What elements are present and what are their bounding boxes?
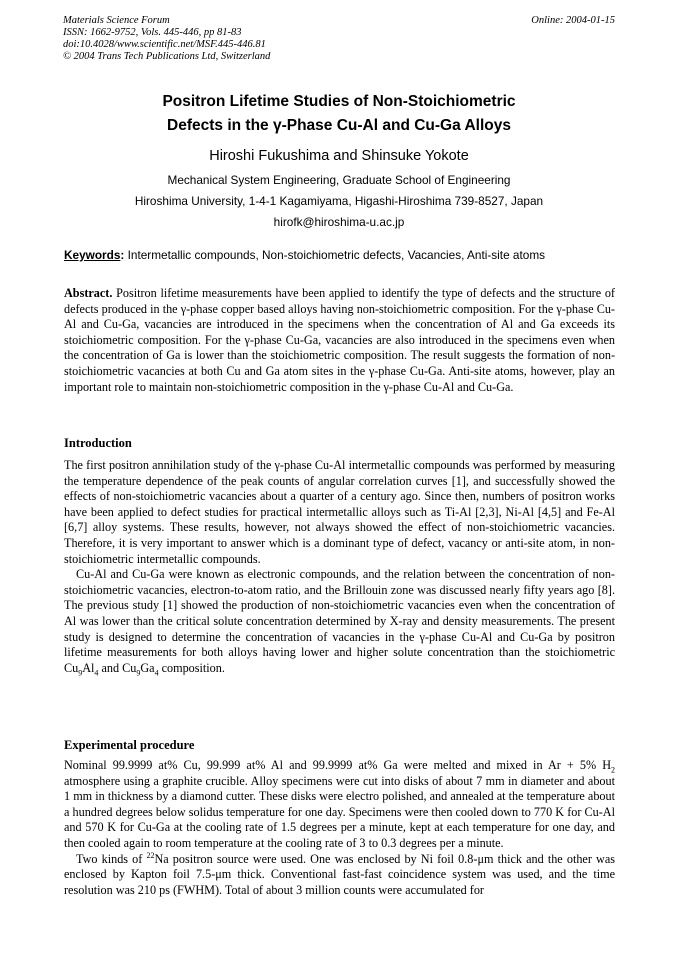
abstract-text: Positron lifetime measurements have been applied to identify the type of defects and the structure of defects produced in the γ-phase copper based alloys having non-stoichiometric composition. For the γ-phase Cu-Al and Cu-Ga, vacancies are introduced in the specimens when the concentration of Al and Ga exceeds its stoichiometric composition. For the γ-phase Cu-Ga, vacancies are also introduced in the specimens even when the concentration of Ga is lower than the stoichiometric composition. The result suggests the formation of non-stoichiometric vacancies at both Cu and Ga atom sites in the γ-phase Cu-Ga. Anti-site atoms, however, play an important role to maintain non-stoichiometric composition in the γ-phase Cu-Al and Cu-Ga. [64, 286, 615, 394]
abstract [64, 286, 615, 395]
affiliation [0, 170, 678, 233]
experimental-paragraph-1: Nominal 99.9999 at% Cu, 99.999 at% Al and 99.9999 at% Ga were melted and mixed in Ar + 5% $H_2$ atmosphere using a graphite crucible. Alloy specimens were cut into disks of about 7 mm in diameter and about 1 mm in thickness by a diamond cutter. These disks were electro polished, and annealed at the temperature about a hundred degrees below solidus temperature for one day. Specimens were then cooled down to 770 K for Cu-Al and 570 K for Cu-Ga at the cooling rate of 1.5 degrees per a minute, kept at each temperature for one day, and then cooled again to room temperature at the cooling rate of 3 to 0.3 degrees per a minute. [64, 758, 615, 850]
copyright: © 2004 Trans Tech Publications Ltd, Switzerland [63, 51, 271, 62]
doi[interactable]: doi:10.4028/www.scientific.net/MSF.445-446.81 [63, 39, 266, 50]
experimental-heading: Experimental procedure [64, 738, 195, 752]
keywords: Keywords: Intermetallic compounds, Non-stoichiometric defects, Vacancies, Anti-site atoms [64, 248, 546, 262]
affiliation-line-2: Hiroshima University, 1-4-1 Kagamiyama, Higashi-Hiroshima 739-8527, Japan [134, 194, 544, 208]
affiliation-line-1: Mechanical System Engineering, Graduate School of Engineering [167, 173, 511, 187]
introduction-paragraph-2: Cu-Al and Cu-Ga were known as electronic compounds, and the relation between the concentration of non-stoichiometric vacancies, electron-to-atom ratio, and the Brillouin zone was discussed nearly fifty years ago [8]. The previous study [1] showed the production of non-stoichiometric vacancies even when the concentration of Al was lower than the critical solute concentration determined by X-ray and density measurements. The present study is designed to determine the concentration of vacancies in the γ-phase Cu-Al and Cu-Ga by positron lifetime measurements for both alloys having lower and higher solute concentration than the stoichiometric $Cu_9Al_4$ and $Cu_9Ga_4$ composition. [64, 567, 615, 678]
paper-title [0, 90, 678, 138]
experimental-section [64, 758, 615, 898]
keywords-label: Keywords [64, 248, 121, 262]
introduction-section [64, 458, 615, 676]
publication-info [63, 15, 270, 63]
authors: Hiroshi Fukushima and Shinsuke Yokote [209, 148, 469, 164]
title-line-1: Positron Lifetime Studies of Non-Stoichiometric [162, 93, 516, 110]
introduction-paragraph-1: The first positron annihilation study of the γ-phase Cu-Al intermetallic compounds was performed by measuring the temperature dependence of the peak counts of angular correlation curves [1], and successfully showed the effects of non-stoichiometric vacancies about a quarter of a century ago. Since then, numbers of positron works have been applied to defect studies for practical intermetallic alloys such as Ti-Al [2,3], Ni-Al [4,5] and Fe-Al [6,7] alloy systems. These results, however, not always showed the effect of non-stoichiometric vacancies. Therefore, it is very important to answer which is a dominant type of defect, vacancy or anti-site atom, in non-stoichiometric intermetallic compounds. [64, 458, 615, 566]
keywords-text: Intermetallic compounds, Non-stoichiometric defects, Vacancies, Anti-site atoms [127, 248, 546, 262]
introduction-heading: Introduction [64, 436, 132, 450]
title-line-2: Defects in the γ-Phase Cu-Al and Cu-Ga Alloys [167, 117, 511, 134]
abstract-label: Abstract. [64, 286, 113, 300]
issn: ISSN: 1662-9752, Vols. 445-446, pp 81-83 [63, 27, 242, 38]
online-date: Online: 2004-01-15 [531, 15, 615, 26]
journal-name: Materials Science Forum [63, 15, 170, 26]
experimental-paragraph-2: Two kinds of $^{22}$Na positron source were used. One was enclosed by Ni foil 0.8-μm thick and the other was enclosed by Kapton foil 7.5-μm thick. Conventional fast-fast coincidence system was used, and the time resolution was 210 ps (FWHM). Total of about 3 million counts were accumulated for [64, 850, 615, 897]
author-email[interactable]: hirofk@hiroshima-u.ac.jp [273, 215, 405, 229]
